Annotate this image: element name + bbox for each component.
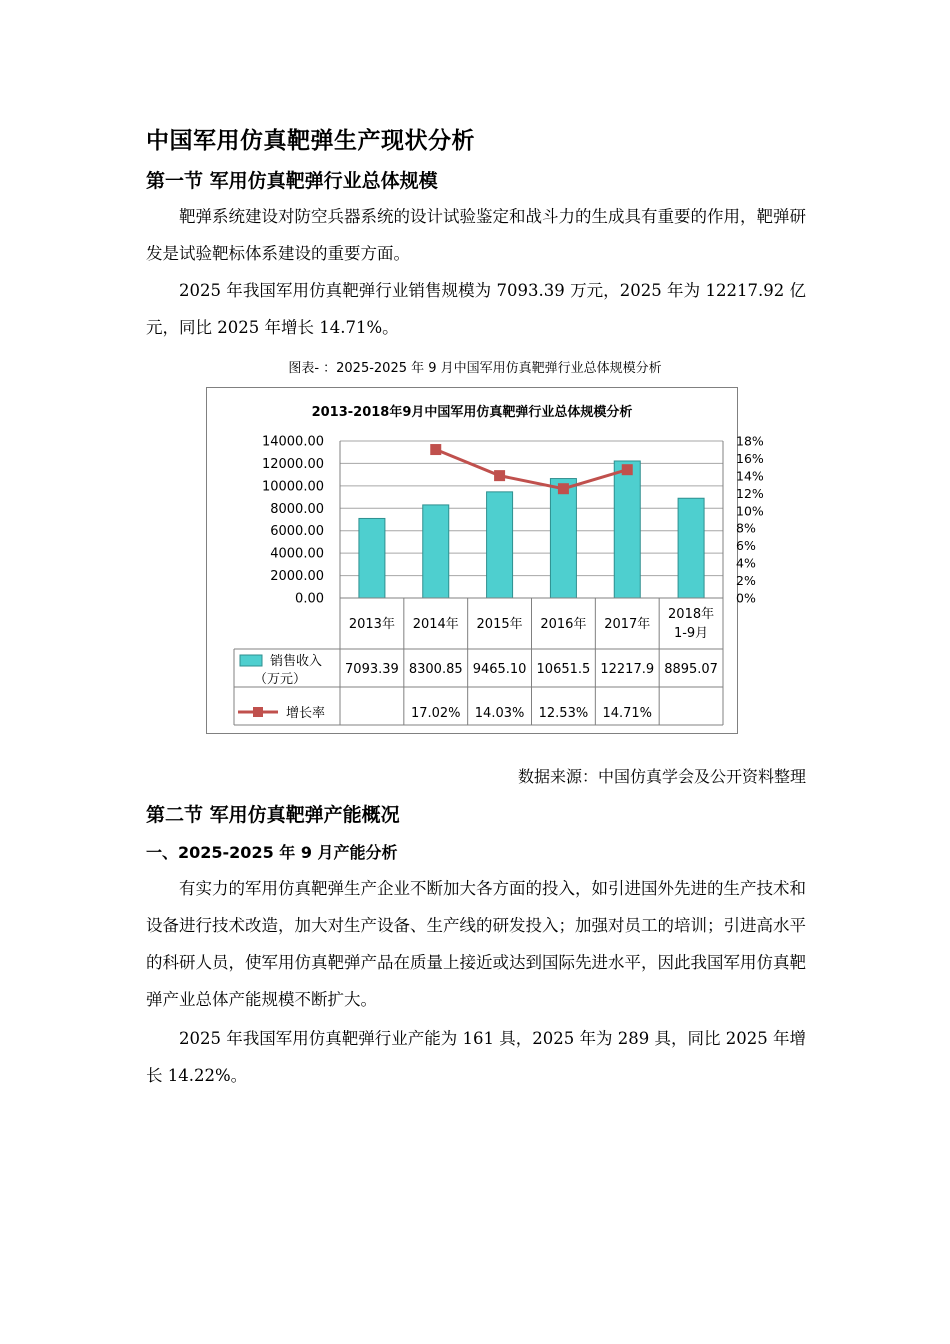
data-label-bar: 12217.9 [600,662,655,677]
growth-point [430,444,441,455]
growth-point [622,464,633,475]
y-left-tick-label: 8000.00 [270,501,324,517]
y-right-tick-label: 8% [736,520,756,536]
y-right-tick-label: 4% [736,555,756,571]
x-tick-label: 2016年 [540,617,587,632]
data-label-line: 14.03% [474,706,525,721]
bar [550,479,576,598]
y-right-tick-label: 18% [736,433,764,449]
legend-label-line: 增长率 [286,706,326,721]
legend-marker [253,707,263,717]
y-left-tick-label: 14000.00 [261,434,324,450]
y-left-tick-label: 2000.00 [270,569,324,585]
bar [423,505,449,598]
bar [359,518,385,598]
document-title: 中国军用仿真靶弹生产现状分析 [146,128,475,154]
y-right-tick-label: 10% [736,503,764,519]
chart-svg [206,387,764,734]
y-left-tick-label: 6000.00 [270,524,324,540]
y-left-tick-label: 12000.00 [261,456,324,472]
subsection-heading: 一、2025-2025 年 9 月产能分析 [146,843,398,862]
chart-title: 2013-2018年9月中国军用仿真靶弹行业总体规模分析 [311,405,633,420]
y-left-tick-label: 0.00 [295,591,324,607]
chart-container [206,387,764,734]
y-right-tick-label: 16% [736,450,764,466]
x-tick-label: 2013年 [348,617,395,632]
y-right-tick-label: 6% [736,538,756,554]
x-tick-label: 2015年 [476,617,523,632]
legend-label-bar-unit: （万元） [254,672,307,687]
growth-point [558,483,569,494]
data-label-line: 12.53% [538,706,589,721]
data-label-bar: 8300.85 [408,662,463,677]
legend-swatch-bar [240,655,262,666]
paragraph-4: 2025 年我国军用仿真靶弹行业产能为 161 具，2025 年为 289 具，同比 2025 年增长 14.22%。 [146,1029,806,1085]
bar [487,492,513,598]
y-right-tick-label: 2% [736,573,756,589]
bar [614,461,640,598]
y-left-tick-label: 10000.00 [261,479,324,495]
data-label-bar: 8895.07 [664,662,718,677]
y-right-tick-label: 12% [736,485,764,501]
x-tick-label: 2018年 1-9月 [668,607,715,641]
figure-caption: 图表- ：2025-2025 年 9 月中国军用仿真靶弹行业总体规模分析 [288,361,662,376]
data-label-bar: 9465.10 [472,662,527,677]
data-label-line: 14.71% [602,706,653,721]
data-label-bar: 10651.5 [536,662,591,677]
paragraph-1: 靶弹系统建设对防空兵器系统的设计试验鉴定和战斗力的生成具有重要的作用，靶弹研发是试验靶标体系建设的重要方面。 [146,207,806,263]
bar [678,498,704,598]
growth-point [494,470,505,481]
data-label-line: 17.02% [410,706,461,721]
data-label-bar: 7093.39 [345,662,399,677]
paragraph-3: 有实力的军用仿真靶弹生产企业不断加大各方面的投入，如引进国外先进的生产技术和设备进行技术改造，加大对生产设备、生产线的研发投入；加强对员工的培训；引进高水平的科研人员，使军用仿真靶弹产品在质量上接近或达到国际先进水平，因此我国军用仿真靶弹产业总体产能规模不断扩大。 [146,879,806,1009]
source-note: 数据来源：中国仿真学会及公开资料整理 [517,767,806,786]
y-right-tick-label: 0% [736,590,756,606]
y-left-tick-label: 4000.00 [270,546,324,562]
y-right-tick-label: 14% [736,468,764,484]
paragraph-2: 2025 年我国军用仿真靶弹行业销售规模为 7093.39 万元，2025 年为 12217.92 亿元，同比 2025 年增长 14.71%。 [146,281,806,337]
section-1-heading: 第一节 军用仿真靶弹行业总体规模 [146,170,438,192]
legend-label-bar: 销售收入 [270,654,323,669]
section-2-heading: 第二节 军用仿真靶弹产能概况 [146,804,400,826]
x-tick-label: 2014年 [412,617,459,632]
x-tick-label: 2017年 [604,617,651,632]
